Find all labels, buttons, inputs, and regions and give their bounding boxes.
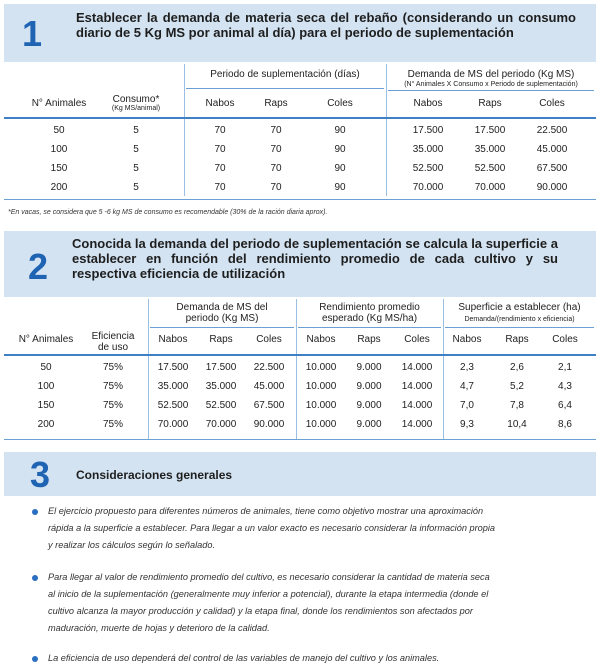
- cell-demanda-raps: 52.500: [474, 163, 506, 174]
- cell-animales: 50: [53, 125, 65, 136]
- cell-demanda-coles: 45.000: [253, 381, 285, 392]
- cell-rend-raps: 9.000: [356, 419, 382, 430]
- cell-animales: 150: [37, 400, 55, 411]
- cell-periodo-coles: 90: [334, 125, 346, 136]
- group-header-rendimiento: Rendimiento promedio: [319, 302, 420, 313]
- bullet-text-line: maduración, muerte de hojas y deterioro de la calidad.: [48, 623, 270, 633]
- cell-demanda-coles: 67.500: [536, 163, 568, 174]
- col-header-nabos: Nabos: [158, 334, 188, 345]
- col-header-raps: Raps: [478, 98, 502, 109]
- cell-rend-nabos: 10.000: [305, 400, 337, 411]
- cell-demanda-nabos: 52.500: [157, 400, 189, 411]
- cell-sup-coles: 2,1: [558, 362, 572, 373]
- col-header-animales: N° Animales: [18, 334, 74, 345]
- cell-demanda-nabos: 52.500: [412, 163, 444, 174]
- cell-periodo-nabos: 70: [214, 125, 226, 136]
- section1-number: 1: [22, 13, 43, 54]
- group-header-demanda: Demanda de MS del: [176, 302, 268, 313]
- cell-eficiencia: 75%: [102, 400, 123, 411]
- col-header-raps: Raps: [505, 334, 529, 345]
- cell-rend-coles: 14.000: [401, 381, 433, 392]
- cell-animales: 100: [37, 381, 55, 392]
- section3-title: Consideraciones generales: [76, 468, 233, 482]
- cell-animales: 150: [50, 163, 68, 174]
- cell-demanda-coles: 90.000: [536, 182, 568, 193]
- cell-periodo-raps: 70: [270, 182, 282, 193]
- cell-demanda-nabos: 35.000: [412, 144, 444, 155]
- group-header-demanda: Demanda de MS del periodo (Kg MS): [407, 69, 575, 80]
- group-header-demanda-l2: periodo (Kg MS): [185, 313, 259, 324]
- col-header-consumo: Consumo*: [112, 94, 160, 105]
- col-header-nabos: Nabos: [413, 98, 443, 109]
- cell-sup-nabos: 2,3: [460, 362, 474, 373]
- col-header-coles: Coles: [404, 334, 430, 345]
- bullet-text-line: y realizar los cálculos según lo señalado.: [48, 540, 215, 550]
- col-header-coles: Coles: [539, 98, 565, 109]
- section2-number: 2: [28, 246, 49, 287]
- bullet-text-line: La eficiencia de uso dependerá del control de las variables de manejo del cultivo y los animales.: [48, 653, 440, 663]
- cell-demanda-raps: 17.500: [205, 362, 237, 373]
- col-header-raps: Raps: [264, 98, 288, 109]
- cell-sup-nabos: 4,7: [460, 381, 474, 392]
- cell-sup-raps: 7,8: [510, 400, 524, 411]
- cell-animales: 100: [50, 144, 68, 155]
- section1-title: Establecer la demanda de materia seca del rebaño (considerando un consumo diario de 5 Kg MS por animal al día) para el periodo de suplementación: [76, 10, 576, 40]
- cell-animales: 200: [50, 182, 68, 193]
- cell-rend-coles: 14.000: [401, 362, 433, 373]
- col-header-animales: N° Animales: [31, 98, 87, 109]
- cell-eficiencia: 75%: [102, 419, 123, 430]
- cell-demanda-coles: 22.500: [536, 125, 568, 136]
- cell-demanda-coles: 45.000: [536, 144, 568, 155]
- section1-footnote: *En vacas, se considera que 5 -6 kg MS de consumo es recomendable (30% de la ración diaria aprox).: [8, 209, 328, 216]
- cell-rend-coles: 14.000: [401, 400, 433, 411]
- col-header-nabos: Nabos: [452, 334, 482, 345]
- bullet-text-line: Para llegar al valor de rendimiento promedio del cultivo, es necesario considerar la cantidad de materia seca: [48, 572, 490, 582]
- cell-rend-raps: 9.000: [356, 381, 382, 392]
- group-header-demanda-sub: (N° Animales X Consumo x Periodo de suplementación): [404, 81, 578, 88]
- cell-demanda-raps: 70.000: [205, 419, 237, 430]
- cell-demanda-nabos: 70.000: [157, 419, 189, 430]
- cell-demanda-raps: 35.000: [474, 144, 506, 155]
- section3-number: 3: [30, 454, 51, 495]
- cell-demanda-coles: 67.500: [253, 400, 285, 411]
- cell-eficiencia: 75%: [102, 362, 123, 373]
- cell-sup-nabos: 9,3: [460, 419, 474, 430]
- bullet-text-line: El ejercicio propuesto para diferentes números de animales, tiene como objetivo mostrar una aproximación: [48, 506, 484, 516]
- col-header-coles: Coles: [552, 334, 578, 345]
- cell-demanda-raps: 70.000: [474, 182, 506, 193]
- cell-sup-raps: 10,4: [507, 419, 527, 430]
- cell-eficiencia: 75%: [102, 381, 123, 392]
- cell-demanda-nabos: 17.500: [157, 362, 189, 373]
- cell-periodo-raps: 70: [270, 125, 282, 136]
- cell-rend-raps: 9.000: [356, 400, 382, 411]
- bullet-icon: [32, 656, 38, 662]
- cell-demanda-raps: 35.000: [205, 381, 237, 392]
- group-header-superficie: Superficie a establecer (ha): [458, 302, 581, 313]
- cell-sup-raps: 5,2: [510, 381, 524, 392]
- cell-consumo: 5: [133, 144, 139, 155]
- bullet-icon: [32, 509, 38, 515]
- cell-demanda-nabos: 70.000: [412, 182, 444, 193]
- bullet-icon: [32, 575, 38, 581]
- cell-demanda-coles: 22.500: [253, 362, 285, 373]
- cell-periodo-raps: 70: [270, 144, 282, 155]
- cell-animales: 50: [40, 362, 52, 373]
- cell-periodo-nabos: 70: [214, 182, 226, 193]
- cell-demanda-raps: 52.500: [205, 400, 237, 411]
- cell-periodo-coles: 90: [334, 163, 346, 174]
- bullet-text-line: cultivo alcanza la mayor producción y calidad) y la etapa final, donde los rendimientos son afectados por: [48, 606, 473, 616]
- group-header-periodo: Periodo de suplementación (días): [210, 69, 360, 80]
- group-header-rendimiento-l2: esperado (Kg MS/ha): [321, 313, 418, 324]
- col-header-consumo-sub: (Kg MS/animal): [111, 105, 161, 112]
- col-header-nabos: Nabos: [205, 98, 235, 109]
- cell-rend-raps: 9.000: [356, 362, 382, 373]
- cell-demanda-nabos: 35.000: [157, 381, 189, 392]
- cell-sup-coles: 8,6: [558, 419, 572, 430]
- bullet-text-line: rápida a la superficie a establecer. Para llegar a un valor exacto es necesario considerar la información propia: [48, 523, 496, 533]
- col-header-coles: Coles: [327, 98, 353, 109]
- cell-rend-nabos: 10.000: [305, 381, 337, 392]
- group-header-superficie-sub: Demanda/(rendimiento x eficiencia): [464, 316, 575, 323]
- cell-animales: 200: [37, 419, 55, 430]
- col-header-eficiencia: Eficiencia: [91, 331, 135, 342]
- cell-sup-coles: 4,3: [558, 381, 572, 392]
- cell-periodo-nabos: 70: [214, 163, 226, 174]
- cell-sup-coles: 6,4: [558, 400, 572, 411]
- col-header-coles: Coles: [256, 334, 282, 345]
- cell-sup-raps: 2,6: [510, 362, 524, 373]
- cell-periodo-coles: 90: [334, 182, 346, 193]
- cell-rend-nabos: 10.000: [305, 362, 337, 373]
- cell-rend-coles: 14.000: [401, 419, 433, 430]
- cell-periodo-coles: 90: [334, 144, 346, 155]
- cell-demanda-nabos: 17.500: [412, 125, 444, 136]
- cell-consumo: 5: [133, 163, 139, 174]
- col-header-nabos: Nabos: [306, 334, 336, 345]
- cell-sup-nabos: 7,0: [460, 400, 474, 411]
- cell-periodo-raps: 70: [270, 163, 282, 174]
- section2-title: Conocida la demanda del periodo de suplementación se calcula la superficie a establecer en función del rendimiento promedio de cada cultivo y su respectiva eficiencia de utilización: [72, 236, 558, 281]
- cell-consumo: 5: [133, 182, 139, 193]
- cell-periodo-nabos: 70: [214, 144, 226, 155]
- cell-demanda-raps: 17.500: [474, 125, 506, 136]
- col-header-eficiencia-l2: de uso: [97, 342, 129, 353]
- col-header-raps: Raps: [209, 334, 233, 345]
- bullet-text-line: al inicio de la suplementación (generalmente muy inferior a potencial), durante la etapa intermedia (donde el: [48, 589, 489, 599]
- cell-demanda-coles: 90.000: [253, 419, 285, 430]
- col-header-raps: Raps: [357, 334, 381, 345]
- cell-consumo: 5: [133, 125, 139, 136]
- cell-rend-nabos: 10.000: [305, 419, 337, 430]
